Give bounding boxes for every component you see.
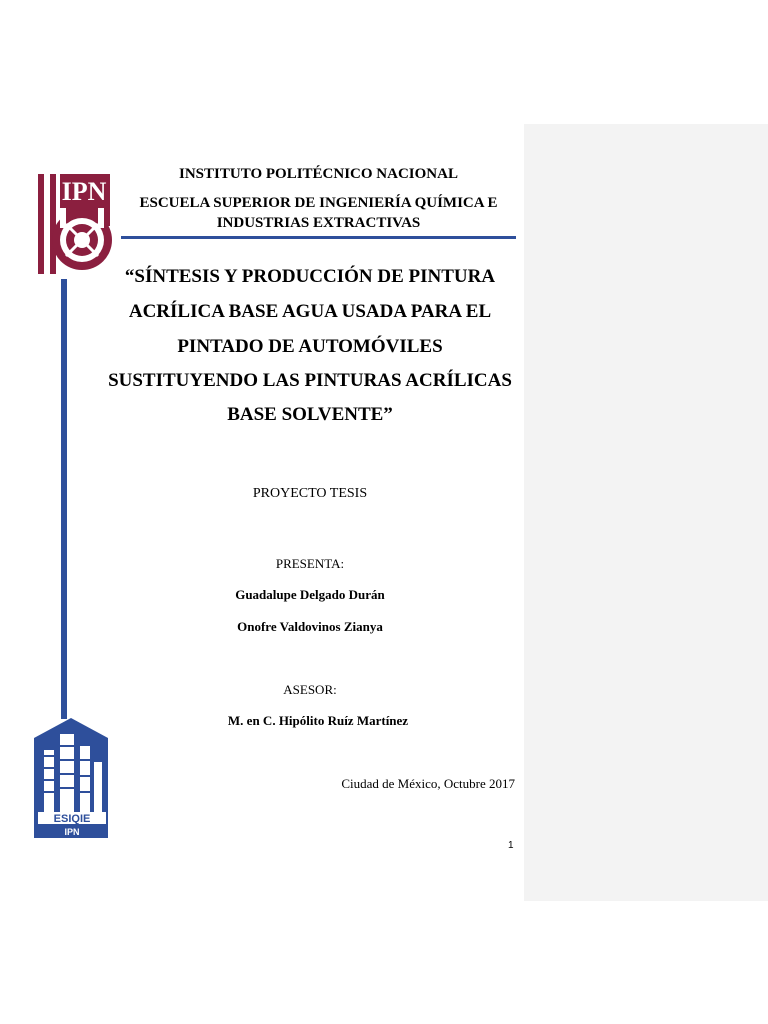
presenta-label: PRESENTA: [275,556,345,571]
esiqie-logo-text: IPN [64,827,80,837]
author-1: Guadalupe Delgado Durán [235,587,385,602]
asesor-name: M. en C. Hipólito Ruíz Martínez [227,713,409,728]
svg-text:ESIQIE: ESIQIE [53,813,91,825]
school-name-line2: INDUSTRIAS EXTRACTIVAS [216,215,421,231]
thesis-title-line4: SUSTITUYENDO LAS PINTURAS ACRÍLICAS [108,370,512,391]
asesor-label: ASESOR: [283,682,337,697]
vertical-blue-line [61,279,67,719]
thesis-title-line2: ACRÍLICA BASE AGUA USADA PARA EL [128,301,492,322]
place-date: Ciudad de México, Octubre 2017 [341,776,515,791]
document-type: PROYECTO TESIS [252,486,368,501]
thesis-title-line3: PINTADO DE AUTOMÓVILES [177,336,443,357]
ipn-logo-icon [36,168,116,280]
thesis-title-line1: “SÍNTESIS Y PRODUCCIÓN DE PINTURA [124,266,496,287]
institution-name: INSTITUTO POLITÉCNICO NACIONAL [179,166,458,182]
page-number: 1 [508,840,514,851]
ipn-logo-text: IPN [61,177,107,206]
author-2: Onofre Valdovinos Zianya [237,619,383,634]
esiqie-logo-icon [30,716,112,840]
school-name-line1: ESCUELA SUPERIOR DE INGENIERÍA QUÍMICA E [139,195,498,211]
comment-pane [524,124,768,901]
thesis-title-line5: BASE SOLVENTE” [227,404,393,425]
header-divider [121,236,516,239]
